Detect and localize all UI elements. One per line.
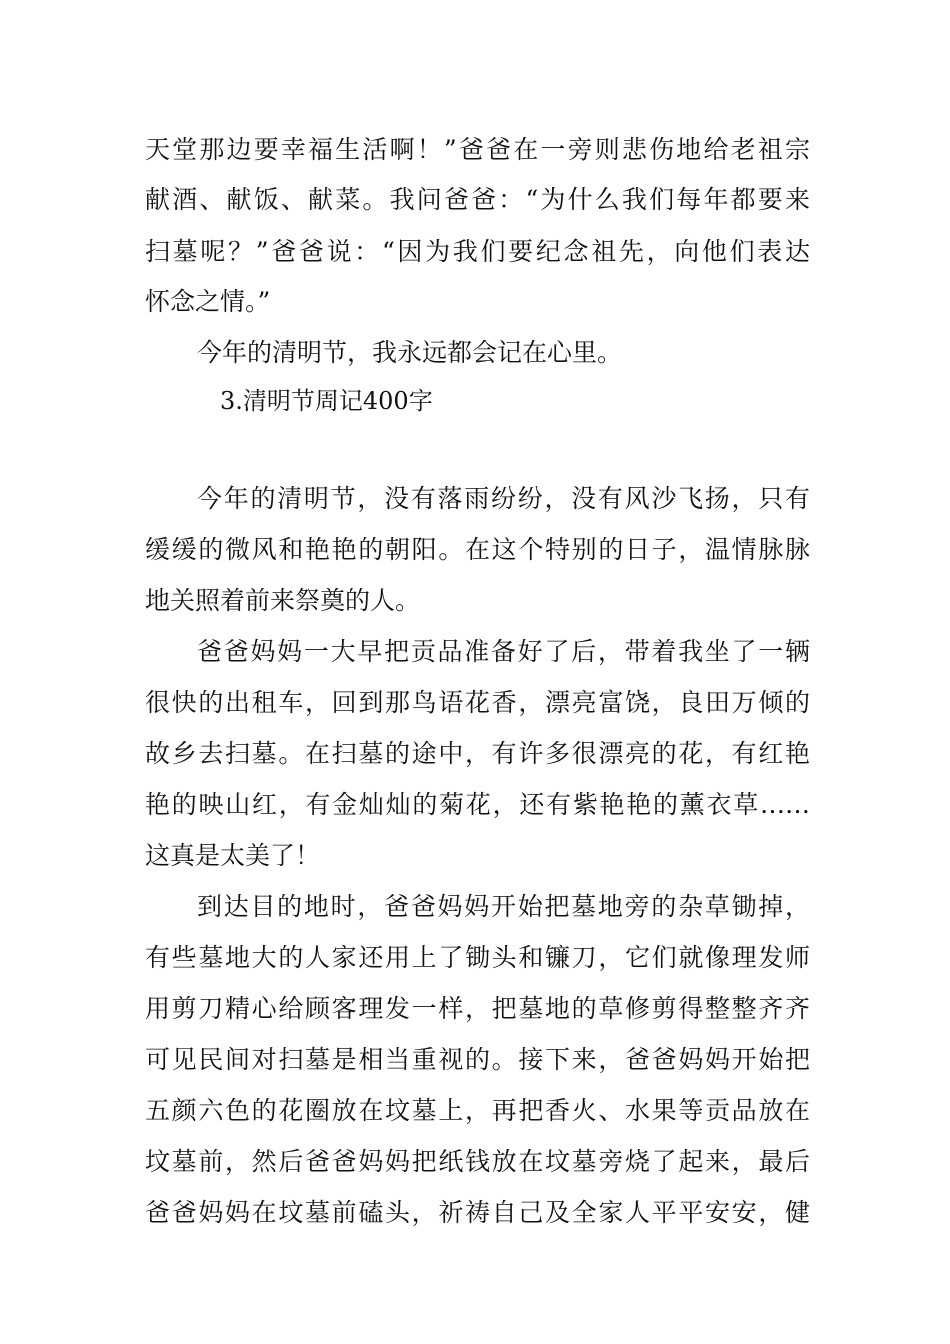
paragraph-line: 今年的清明节，我永远都会记在心里。 [197,338,623,367]
section-heading: 3.清明节周记400字 [220,387,433,415]
paragraph-line: 有些墓地大的人家还用上了锄头和镰刀，它们就像理发师 [145,943,810,972]
paragraph-line: 可见民间对扫墓是相当重视的。接下来，爸爸妈妈开始把 [145,1045,810,1074]
paragraph-line: 怀念之情。” [145,287,271,316]
paragraph-line: 用剪刀精心给顾客理发一样，把墓地的草修剪得整整齐齐 [145,994,810,1023]
paragraph-line: 很快的出租车，回到那鸟语花香，漂亮富饶，良田万倾的 [145,688,810,717]
paragraph-line: 五颜六色的花圈放在坟墓上，再把香火、水果等贡品放在 [145,1096,810,1125]
paragraph-line: 爸爸妈妈一大早把贡品准备好了后，带着我坐了一辆 [197,637,810,666]
paragraph-line: 坟墓前，然后爸爸妈妈把纸钱放在坟墓旁烧了起来，最后 [145,1147,810,1176]
paragraph-line: 地关照着前来祭奠的人。 [145,586,421,615]
paragraph-line: 艳的映山红，有金灿灿的菊花，还有紫艳艳的薰衣草…… [145,790,810,819]
paragraph-line: 故乡去扫墓。在扫墓的途中，有许多很漂亮的花，有红艳 [145,739,810,768]
paragraph-line: 缓缓的微风和艳艳的朝阳。在这个特别的日子，温情脉脉 [145,535,810,564]
paragraph-line: 今年的清明节，没有落雨纷纷，没有风沙飞扬，只有 [197,484,810,513]
paragraph-line: 献酒、献饭、献菜。我问爸爸：“为什么我们每年都要来 [145,185,810,214]
paragraph-line: 这真是太美了！ [145,841,321,870]
paragraph-line: 扫墓呢？”爸爸说：“因为我们要纪念祖先，向他们表达 [145,237,810,266]
paragraph-line: 到达目的地时，爸爸妈妈开始把墓地旁的杂草锄掉， [197,892,810,921]
paragraph-line: 天堂那边要幸福生活啊！”爸爸在一旁则悲伤地给老祖宗 [145,135,810,164]
paragraph-line: 爸爸妈妈在坟墓前磕头，祈祷自己及全家人平平安安，健 [145,1198,810,1227]
